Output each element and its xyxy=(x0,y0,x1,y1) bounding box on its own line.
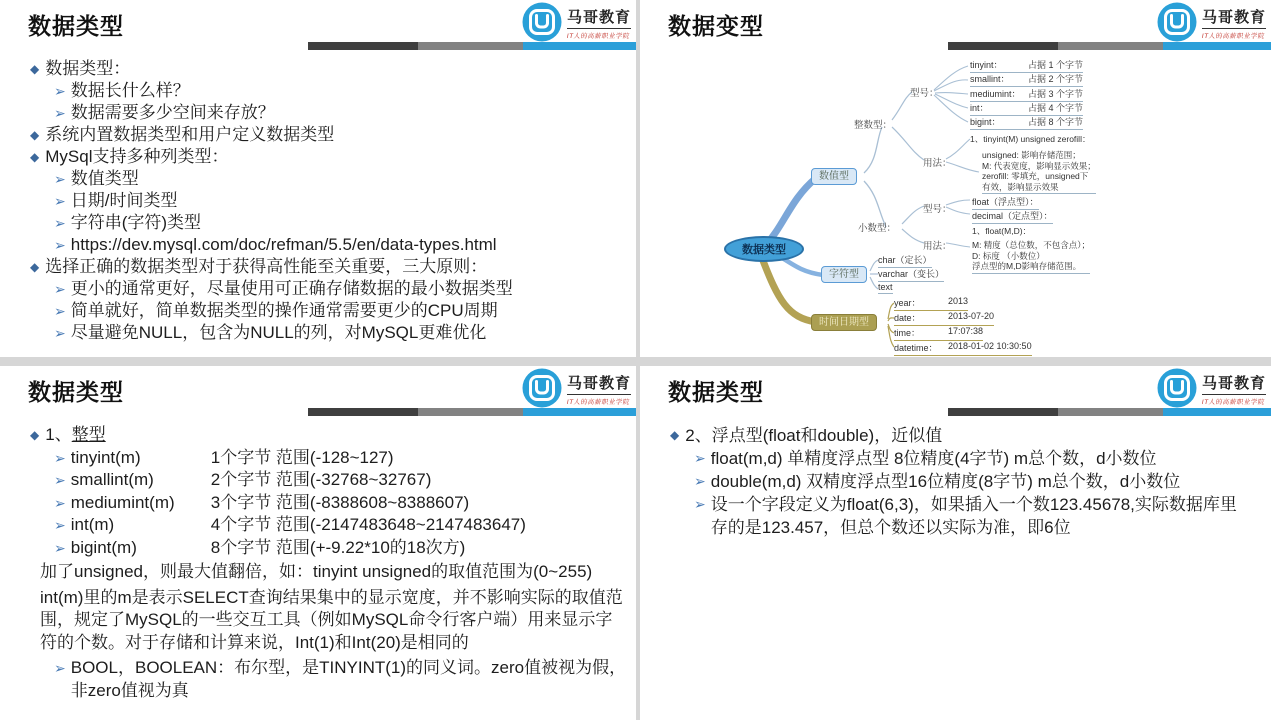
table-row xyxy=(54,492,628,515)
bullet-text: 日期/时间类型 xyxy=(70,191,178,210)
bar-segment-dark xyxy=(948,408,1058,416)
brand-slogan: IT人的高薪职业学院 xyxy=(566,33,631,40)
slide-body xyxy=(670,424,1241,539)
bullet-text: 选择正确的数据类型对于获得高性能至关重要，三大原则： xyxy=(45,257,488,276)
leaf-value: 2013 xyxy=(948,296,969,306)
leaf-name: year： xyxy=(894,298,921,308)
bullet-text: 数值类型 xyxy=(70,169,139,188)
bar-segment-blue xyxy=(1163,408,1271,416)
brand-slogan: IT人的高薪职业学院 xyxy=(566,399,631,406)
header-bar xyxy=(308,408,636,416)
section-heading xyxy=(30,424,628,447)
brand-name: 马哥教育 xyxy=(1202,372,1266,395)
magedu-logo-icon xyxy=(1157,368,1197,408)
usage-line: zerofill: 零填充，unsigned下 xyxy=(982,171,1089,181)
bullet-text: 字符串(字符)类型 xyxy=(70,213,202,232)
arrow-bullet-icon: ➢ xyxy=(694,496,706,512)
bullet-text: 设一个字段定义为float(6,3)，如果插入一个数123.45678,实际数据库里存的是123.457，但总个数还以实际为准，即6位 xyxy=(710,495,1237,537)
leaf-value: text xyxy=(878,282,893,292)
leaf-name: mediumint： xyxy=(970,89,1021,99)
arrow-bullet-icon: ➢ xyxy=(54,449,66,466)
bullet-text: 系统内置数据类型和用户定义数据类型 xyxy=(45,125,335,144)
mindmap-note-tinyint-zerofill: 1、tinyint(M) unsigned zerofill： xyxy=(970,134,1091,144)
paragraph-display-width: int(m)里的m是表示SELECT查询结果集中的显示宽度，并不影响实际的取值范围，规定了MySQL的一些交互工具（例如MySQL命令行客户端）用来显示字符的个数。对于存储和计算来说，Int(1)和Int(20)是相同的 xyxy=(40,587,623,652)
list-item xyxy=(30,256,628,278)
leaf-value: float（浮点型）： xyxy=(972,197,1039,207)
bar-segment-dark xyxy=(308,408,418,416)
bullet-text: 数据类型： xyxy=(45,59,131,78)
bar-segment-gray xyxy=(418,408,523,416)
mindmap-node-datetime: 时间日期型 xyxy=(811,314,877,331)
arrow-bullet-icon: ➢ xyxy=(54,237,66,253)
list-item xyxy=(694,470,1241,493)
mindmap-leaf-mediumint xyxy=(970,87,1083,102)
leaf-value: char（定长） xyxy=(878,255,932,265)
mindmap-leaf-text xyxy=(878,282,893,294)
brand-name: 马哥教育 xyxy=(567,372,631,395)
list-item xyxy=(54,657,628,702)
list-item xyxy=(54,322,628,344)
arrow-bullet-icon: ➢ xyxy=(54,215,66,231)
mindmap-leaf-tinyint xyxy=(970,58,1083,73)
type-name: int(m) xyxy=(70,515,115,534)
type-name: bigint(m) xyxy=(70,537,137,557)
section-heading xyxy=(670,424,1241,447)
bar-segment-dark xyxy=(308,42,418,50)
mindmap-note-float-md: 1、float(M,D)： xyxy=(972,226,1032,236)
list-item xyxy=(54,190,628,212)
heading-text: 整型 xyxy=(71,425,106,444)
mindmap-node-dec-group: 小数型： xyxy=(858,223,897,234)
mindmap-usage1-block xyxy=(982,150,1096,194)
slide-bottom-right xyxy=(640,366,1271,720)
slide-top-left xyxy=(0,0,636,357)
usage-line: M: 精度（总位数，不包含点）； xyxy=(972,240,1091,250)
mindmap-node-model-1: 型号： xyxy=(910,88,939,99)
page-title: 数据变型 xyxy=(668,13,764,39)
heading-prefix: 1、 xyxy=(45,425,72,444)
mindmap-usage2-block xyxy=(972,240,1090,274)
leaf-value: 占据 8 个字节 xyxy=(1028,117,1084,127)
mindmap-leaf-smallint xyxy=(970,72,1083,87)
leaf-value: 占据 3 个字节 xyxy=(1028,89,1084,99)
page-title: 数据类型 xyxy=(28,379,124,405)
type-desc: 1个字节 范围(-128~127) xyxy=(210,447,394,467)
leaf-value: 占据 1 个字节 xyxy=(1028,60,1084,70)
bullet-text: 更小的通常更好，尽量使用可正确存储数据的最小数据类型 xyxy=(70,279,513,298)
bullet-text: 数据需要多少空间来存放？ xyxy=(70,103,275,122)
slide-body xyxy=(30,58,628,344)
arrow-bullet-icon: ➢ xyxy=(54,494,66,511)
type-desc: 2个字节 范围(-32768~32767) xyxy=(210,470,432,489)
diamond-bullet-icon: ◆ xyxy=(30,62,40,76)
mindmap-node-char: 字符型 xyxy=(821,266,867,283)
brand-logo xyxy=(522,368,631,408)
type-name: smallint(m) xyxy=(70,470,154,489)
datatype-mindmap xyxy=(640,0,1271,357)
diamond-bullet-icon: ◆ xyxy=(30,150,40,164)
usage-line: M: 代表宽度，影响显示效果； xyxy=(982,160,1096,171)
header-bar xyxy=(948,408,1271,416)
mindmap-leaf-varchar xyxy=(878,267,944,282)
type-desc: 8个字节 范围(+-9.22*10的18次方) xyxy=(210,537,466,557)
mindmap-node-numeric: 数值型 xyxy=(811,168,857,185)
mindmap-root-node: 数据类型 xyxy=(724,236,804,262)
leaf-value: 占据 4 个字节 xyxy=(1028,103,1084,113)
usage-line: 浮点型的M,D影响存储范围。 xyxy=(972,261,1082,271)
arrow-bullet-icon: ➢ xyxy=(54,193,66,209)
leaf-value: 2018-01-02 10:30:50 xyxy=(948,341,1032,351)
leaf-name: bigint： xyxy=(970,117,1001,127)
diamond-bullet-icon: ◆ xyxy=(30,128,40,142)
brand-slogan: IT人的高薪职业学院 xyxy=(1201,33,1266,40)
leaf-value: decimal（定点型）： xyxy=(972,211,1053,221)
page-title: 数据类型 xyxy=(28,13,124,39)
doc-url-link[interactable]: https://dev.mysql.com/doc/refman/5.5/en/data-types.html xyxy=(70,235,497,254)
usage-line: unsigned: 影响存储范围； xyxy=(982,150,1081,160)
bullet-text: MySql支持多种列类型： xyxy=(45,147,229,166)
type-desc: 4个字节 范围(-2147483648~2147483647) xyxy=(210,515,526,534)
mindmap-leaf-datetime xyxy=(894,341,1032,356)
bullet-text: float(m,d) 单精度浮点型 8位精度(4字节) m总个数，d小数位 xyxy=(710,449,1157,468)
bullet-text: 简单就好，简单数据类型的操作通常需要更少的CPU周期 xyxy=(70,301,498,320)
arrow-bullet-icon: ➢ xyxy=(694,473,706,489)
usage-line: 有效，影响显示效果 xyxy=(982,181,1059,192)
leaf-name: datetime： xyxy=(894,343,938,353)
mindmap-leaf-float xyxy=(972,195,1039,210)
diamond-bullet-icon: ◆ xyxy=(30,428,40,442)
table-row xyxy=(54,469,628,492)
list-item xyxy=(54,102,628,124)
leaf-name: tinyint： xyxy=(970,60,1003,70)
leaf-name: time： xyxy=(894,328,921,338)
usage-line: D: 标度 （小数位） xyxy=(972,250,1045,261)
magedu-logo-icon xyxy=(522,2,562,42)
slide-body xyxy=(30,424,628,702)
arrow-bullet-icon: ➢ xyxy=(54,517,66,533)
arrow-bullet-icon: ➢ xyxy=(54,281,66,297)
bar-segment-gray xyxy=(1058,408,1163,416)
paragraph-unsigned: 加了unsigned，则最大值翻倍，如：tinyint unsigned的取值范围为(0~255) xyxy=(40,562,593,581)
table-row xyxy=(54,537,628,560)
brand-name: 马哥教育 xyxy=(1202,6,1266,29)
slide-top-right xyxy=(640,0,1271,357)
list-item xyxy=(54,300,628,322)
mindmap-leaf-year xyxy=(894,296,968,311)
list-item xyxy=(694,493,1241,539)
mindmap-leaf-date xyxy=(894,311,994,326)
type-desc: 3个字节 范围(-8388608~8388607) xyxy=(210,492,470,512)
heading-text: 2、浮点型(float和double)，近似值 xyxy=(685,426,943,445)
list-item xyxy=(694,447,1241,470)
mindmap-leaf-time xyxy=(894,326,983,341)
arrow-bullet-icon: ➢ xyxy=(54,660,66,676)
leaf-name: date： xyxy=(894,313,921,323)
slide-bottom-left xyxy=(0,366,636,720)
mindmap-leaf-int xyxy=(970,101,1083,116)
bullet-text: 数据长什么样？ xyxy=(70,81,190,100)
bullet-text: double(m,d) 双精度浮点型16位精度(8字节) m总个数，d小数位 xyxy=(710,472,1181,491)
list-item xyxy=(54,212,628,234)
bar-segment-blue xyxy=(523,408,636,416)
bullet-text: 尽量避免NULL，包含为NULL的列，对MySQL更难优化 xyxy=(70,323,487,342)
list-item xyxy=(30,58,628,80)
arrow-bullet-icon: ➢ xyxy=(54,325,66,341)
page-title: 数据类型 xyxy=(668,379,764,405)
list-item xyxy=(54,278,628,300)
diamond-bullet-icon: ◆ xyxy=(670,428,680,442)
leaf-value: 2013-07-20 xyxy=(948,311,995,321)
list-item xyxy=(30,146,628,168)
diamond-bullet-icon: ◆ xyxy=(30,260,40,274)
arrow-bullet-icon: ➢ xyxy=(54,171,66,187)
magedu-logo-icon xyxy=(522,368,562,408)
list-item xyxy=(54,168,628,190)
bar-segment-gray xyxy=(418,42,523,50)
table-row xyxy=(54,447,628,470)
mindmap-leaf-char xyxy=(878,253,932,268)
mindmap-node-usage-1: 用法： xyxy=(923,158,952,169)
leaf-name: int： xyxy=(970,103,989,113)
mindmap-node-model-2: 型号： xyxy=(923,204,952,215)
list-item xyxy=(30,124,628,146)
brand-slogan: IT人的高薪职业学院 xyxy=(1201,399,1266,406)
leaf-value: varchar（变长） xyxy=(878,269,945,279)
arrow-bullet-icon: ➢ xyxy=(54,105,66,121)
leaf-name: smallint： xyxy=(970,74,1010,84)
bullet-text: BOOL，BOOLEAN：布尔型，是TINYINT(1)的同义词。zero值被视为假，非zero值视为真 xyxy=(70,658,627,700)
type-name: tinyint(m) xyxy=(70,447,141,467)
list-item xyxy=(54,234,628,256)
brand-name: 马哥教育 xyxy=(567,6,631,29)
type-name: mediumint(m) xyxy=(70,492,175,512)
arrow-bullet-icon: ➢ xyxy=(694,450,706,466)
mindmap-leaf-bigint xyxy=(970,115,1083,130)
mindmap-node-int-group: 整数型： xyxy=(854,120,893,131)
arrow-bullet-icon: ➢ xyxy=(54,83,66,99)
arrow-bullet-icon: ➢ xyxy=(54,472,66,488)
mindmap-leaf-decimal xyxy=(972,209,1053,224)
leaf-value: 17:07:38 xyxy=(948,326,984,336)
arrow-bullet-icon: ➢ xyxy=(54,303,66,319)
mindmap-node-usage-2: 用法： xyxy=(923,241,952,252)
arrow-bullet-icon: ➢ xyxy=(54,539,66,556)
leaf-value: 占据 2 个字节 xyxy=(1028,74,1084,84)
header-bar xyxy=(308,42,636,50)
table-row xyxy=(54,514,628,537)
list-item xyxy=(54,80,628,102)
brand-logo xyxy=(1157,368,1266,408)
bar-segment-blue xyxy=(523,42,636,50)
brand-logo xyxy=(522,2,631,42)
